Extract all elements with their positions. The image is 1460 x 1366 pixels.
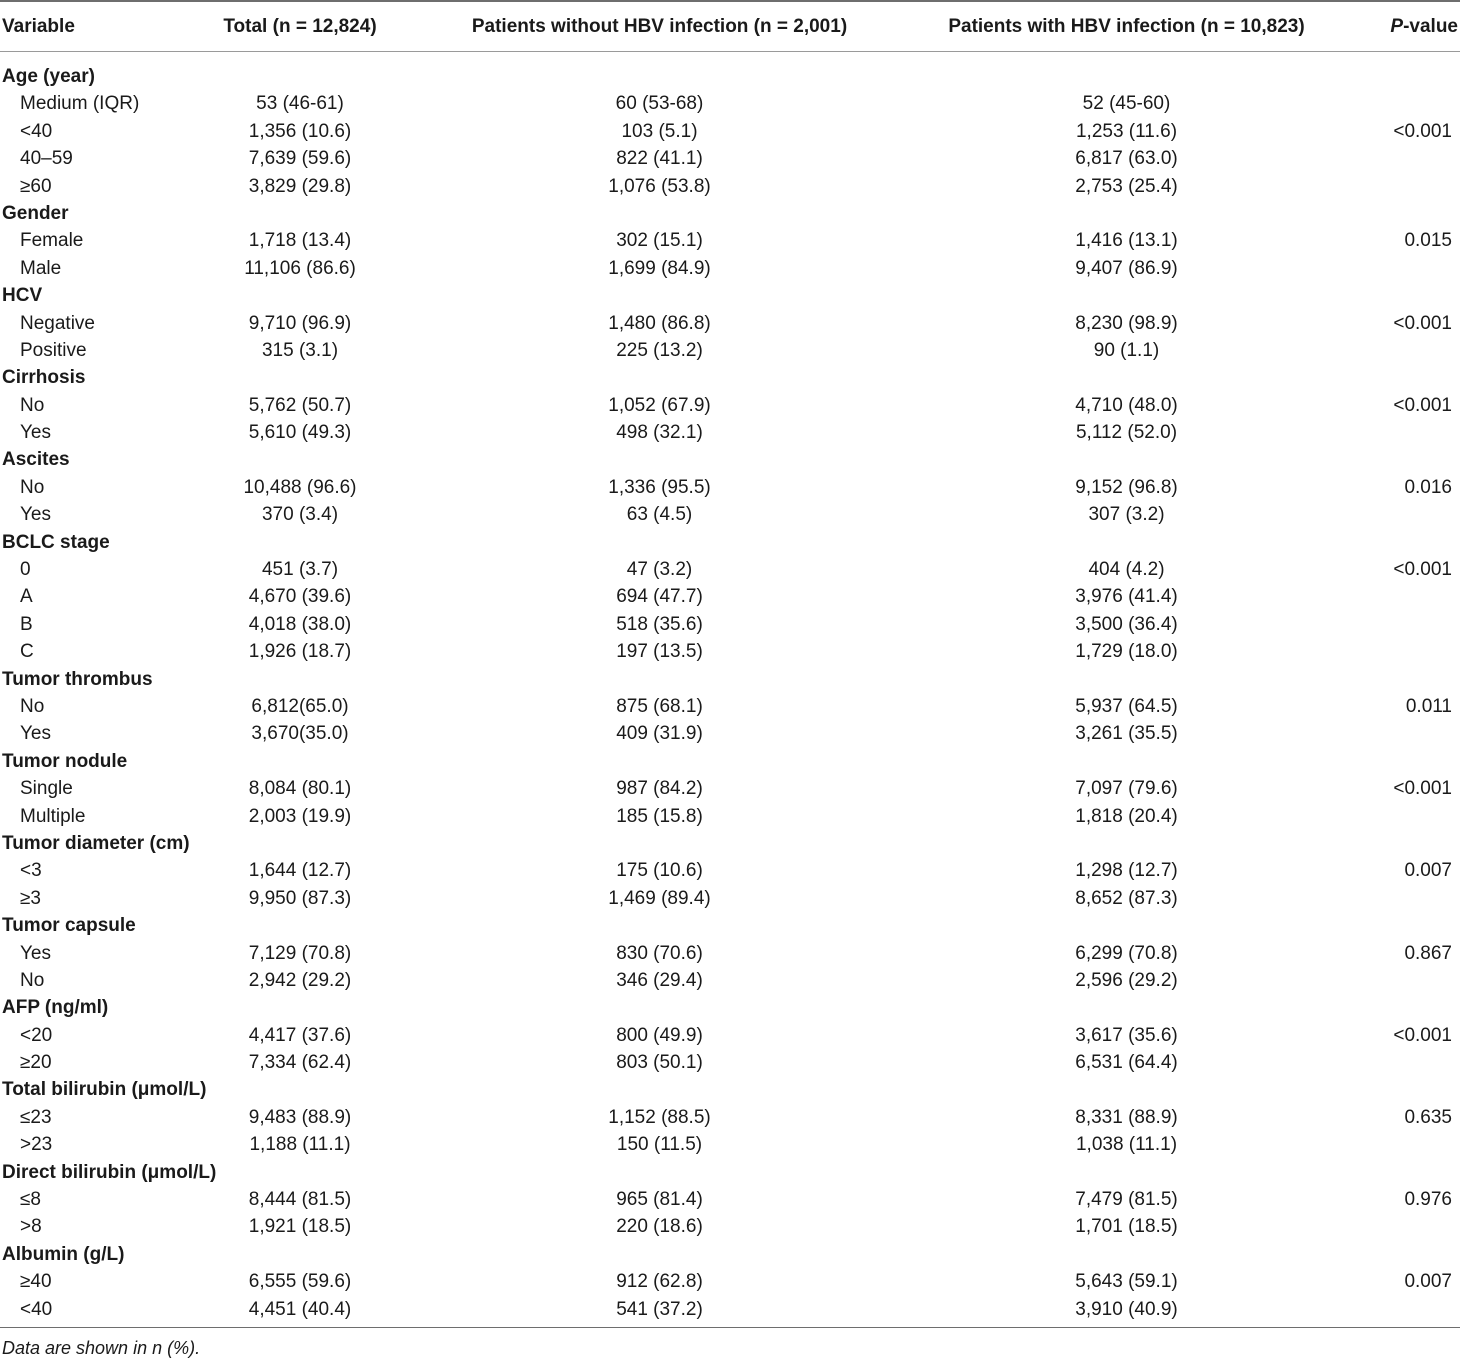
group-label: BCLC stage [2,531,110,553]
row-label: ≥3 [20,887,41,909]
group-row [0,63,1460,90]
row-label: Female [20,230,84,252]
table-row [0,556,1460,583]
header-p-value [1329,2,1460,51]
total-cell: 6,812(65.0) [251,695,349,717]
table-row [0,474,1460,501]
group-label: Tumor nodule [2,750,128,772]
table-row [0,857,1460,884]
row-label: Yes [20,942,51,964]
without-hbv-cell: 220 (18.6) [616,1216,703,1238]
with-hbv-cell: 5,937 (64.5) [1075,695,1178,717]
with-hbv-cell: 8,230 (98.9) [1075,312,1178,334]
total-cell: 1,921 (18.5) [248,1216,352,1238]
without-hbv-cell: 800 (49.9) [616,1024,703,1046]
group-row [0,666,1460,693]
p-value-cell: <0.001 [1393,312,1452,334]
with-hbv-cell: 1,038 (11.1) [1075,1134,1178,1156]
total-cell: 7,639 (59.6) [248,148,352,170]
total-cell: 3,670(35.0) [251,723,349,745]
with-hbv-cell: 1,729 (18.0) [1075,641,1178,663]
without-hbv-cell: 912 (62.8) [616,1271,703,1293]
group-row [0,1159,1460,1186]
row-label: <3 [20,860,42,882]
row-label: Medium (IQR) [20,93,140,115]
without-hbv-cell: 63 (4.5) [626,504,693,526]
without-hbv-cell: 103 (5.1) [621,120,698,142]
without-hbv-cell: 150 (11.5) [616,1134,703,1156]
table-row [0,501,1460,528]
table-row [0,90,1460,117]
table-row [0,1213,1460,1240]
total-cell: 9,483 (88.9) [248,1106,352,1128]
table-row [0,118,1460,145]
table-row [0,1022,1460,1049]
without-hbv-cell: 1,336 (95.5) [608,476,711,498]
row-label: <40 [20,1298,53,1320]
table-row [0,967,1460,994]
row-label: ≤8 [20,1189,41,1211]
row-label: Yes [20,504,51,526]
total-cell: 5,762 (50.7) [248,394,352,416]
row-label: >23 [20,1134,53,1156]
group-label: Tumor diameter (cm) [2,832,190,854]
without-hbv-cell: 694 (47.7) [616,586,703,608]
p-value-cell: 0.015 [1404,230,1452,252]
without-hbv-cell: 1,480 (86.8) [608,312,711,334]
without-hbv-cell: 225 (13.2) [616,339,703,361]
table-row [0,337,1460,364]
with-hbv-cell: 9,152 (96.8) [1075,476,1178,498]
group-row [0,830,1460,857]
table-row [0,255,1460,282]
row-label: B [20,613,33,635]
with-hbv-cell: 1,253 (11.6) [1075,120,1178,142]
without-hbv-cell: 830 (70.6) [616,942,703,964]
row-label: ≥60 [20,175,52,197]
with-hbv-cell: 8,652 (87.3) [1075,887,1178,909]
total-cell: 3,829 (29.8) [248,175,352,197]
group-label: Total bilirubin (μmol/L) [2,1079,207,1101]
group-label: HCV [2,285,43,307]
with-hbv-cell: 404 (4.2) [1088,559,1165,581]
total-cell: 6,555 (59.6) [248,1271,352,1293]
header-variable: Variable [2,16,75,37]
without-hbv-cell: 518 (35.6) [616,613,703,635]
with-hbv-cell: 9,407 (86.9) [1075,257,1178,279]
row-label: C [20,641,34,663]
without-hbv-cell: 175 (10.6) [616,860,703,882]
table-row [0,1131,1460,1158]
row-label: 40–59 [20,148,73,170]
table-header-row [0,2,1460,51]
total-cell: 4,417 (37.6) [248,1024,352,1046]
table-row [0,1296,1460,1323]
with-hbv-cell: 52 (45-60) [1082,93,1171,115]
total-cell: 1,356 (10.6) [248,120,352,142]
row-label: No [20,695,45,717]
row-label: Negative [20,312,95,334]
p-value-cell: <0.001 [1393,1024,1452,1046]
without-hbv-cell: 47 (3.2) [626,559,693,581]
table-footnote: Data are shown in n (%). [2,1337,201,1358]
total-cell: 370 (3.4) [261,504,339,526]
group-row [0,994,1460,1021]
row-label: Male [20,257,62,279]
total-cell: 451 (3.7) [261,559,339,581]
table-row [0,310,1460,337]
table-row [0,720,1460,747]
p-value-cell: <0.001 [1393,394,1452,416]
without-hbv-cell: 302 (15.1) [616,230,703,252]
table-row [0,1268,1460,1295]
with-hbv-cell: 6,299 (70.8) [1075,942,1178,964]
table-row [0,940,1460,967]
without-hbv-cell: 541 (37.2) [616,1298,703,1320]
without-hbv-cell: 965 (81.4) [616,1189,703,1211]
without-hbv-cell: 987 (84.2) [616,778,703,800]
header-with-hbv: Patients with HBV infection (n = 10,823) [948,16,1305,37]
group-label: Direct bilirubin (μmol/L) [2,1161,217,1183]
with-hbv-cell: 6,531 (64.4) [1075,1052,1178,1074]
without-hbv-cell: 1,052 (67.9) [608,394,711,416]
total-cell: 2,003 (19.9) [248,805,352,827]
without-hbv-cell: 1,076 (53.8) [608,175,711,197]
p-value-cell: <0.001 [1393,120,1452,142]
total-cell: 11,106 (86.6) [244,257,356,279]
table-row [0,638,1460,665]
without-hbv-cell: 197 (13.5) [616,641,703,663]
total-cell: 1,644 (12.7) [248,860,352,882]
p-value-cell: 0.007 [1404,1271,1452,1293]
group-label: AFP (ng/ml) [2,997,109,1019]
without-hbv-cell: 60 (53-68) [615,93,704,115]
group-row [0,912,1460,939]
without-hbv-cell: 875 (68.1) [616,695,703,717]
row-label: Multiple [20,805,86,827]
row-label: No [20,476,45,498]
total-cell: 7,129 (70.8) [248,942,352,964]
table-row [0,1186,1460,1213]
with-hbv-cell: 6,817 (63.0) [1075,148,1178,170]
group-label: Tumor thrombus [2,668,153,690]
with-hbv-cell: 7,479 (81.5) [1075,1189,1178,1211]
group-row [0,529,1460,556]
with-hbv-cell: 1,701 (18.5) [1075,1216,1178,1238]
with-hbv-cell: 1,416 (13.1) [1075,230,1178,252]
group-row [0,364,1460,391]
table-row [0,1049,1460,1076]
table-row [0,775,1460,802]
with-hbv-cell: 1,818 (20.4) [1075,805,1178,827]
total-cell: 10,488 (96.6) [243,476,357,498]
group-row [0,1241,1460,1268]
table-row [0,173,1460,200]
without-hbv-cell: 822 (41.1) [616,148,703,170]
header-p-italic: P [1390,16,1404,37]
with-hbv-cell: 3,617 (35.6) [1075,1024,1178,1046]
table-body [0,52,1460,1323]
total-cell: 315 (3.1) [261,339,339,361]
group-label: Cirrhosis [2,367,86,389]
total-cell: 1,926 (18.7) [248,641,352,663]
table-row [0,392,1460,419]
without-hbv-cell: 185 (15.8) [616,805,703,827]
table-row [0,583,1460,610]
row-label: No [20,969,45,991]
p-value-cell: <0.001 [1393,778,1452,800]
without-hbv-cell: 1,699 (84.9) [608,257,711,279]
row-label: ≥20 [20,1052,52,1074]
with-hbv-cell: 5,643 (59.1) [1075,1271,1178,1293]
group-label: Gender [2,202,69,224]
with-hbv-cell: 2,753 (25.4) [1075,175,1178,197]
table-bottom-rule [0,1327,1460,1328]
without-hbv-cell: 409 (31.9) [616,723,703,745]
total-cell: 4,018 (38.0) [248,613,352,635]
without-hbv-cell: 346 (29.4) [616,969,703,991]
with-hbv-cell: 7,097 (79.6) [1075,778,1178,800]
p-value-cell: 0.016 [1404,476,1452,498]
header-total: Total (n = 12,824) [223,16,377,37]
header-p-rest: -value [1403,16,1458,37]
table-row [0,419,1460,446]
group-row [0,1076,1460,1103]
with-hbv-cell: 5,112 (52.0) [1075,422,1178,444]
group-row [0,446,1460,473]
with-hbv-cell: 8,331 (88.9) [1075,1106,1178,1128]
table-row [0,145,1460,172]
group-row [0,200,1460,227]
row-label: <40 [20,120,53,142]
total-cell: 7,334 (62.4) [248,1052,352,1074]
with-hbv-cell: 90 (1.1) [1093,339,1160,361]
total-cell: 4,670 (39.6) [248,586,352,608]
p-value-cell: 0.007 [1404,860,1452,882]
with-hbv-cell: 3,500 (36.4) [1075,613,1178,635]
group-label: Albumin (g/L) [2,1243,125,1265]
total-cell: 9,950 (87.3) [248,887,352,909]
group-label: Ascites [2,449,70,471]
total-cell: 2,942 (29.2) [248,969,352,991]
header-without-hbv: Patients without HBV infection (n = 2,001) [471,16,848,37]
without-hbv-cell: 1,469 (89.4) [608,887,711,909]
group-label: Tumor capsule [2,915,136,937]
table-row [0,803,1460,830]
row-label: 0 [20,559,31,581]
with-hbv-cell: 3,261 (35.5) [1075,723,1178,745]
total-cell: 53 (46-61) [256,93,344,115]
table-row [0,693,1460,720]
total-cell: 1,718 (13.4) [248,230,352,252]
row-label: ≤23 [20,1106,52,1128]
total-cell: 8,444 (81.5) [248,1189,352,1211]
table-row [0,885,1460,912]
row-label: A [20,586,33,608]
group-label: Age (year) [2,66,95,87]
p-value-cell: <0.001 [1393,559,1452,581]
total-cell: 4,451 (40.4) [248,1298,352,1320]
without-hbv-cell: 803 (50.1) [616,1052,703,1074]
row-label: Yes [20,422,51,444]
total-cell: 8,084 (80.1) [248,778,352,800]
p-value-cell: 0.976 [1404,1189,1452,1211]
row-label: Single [20,778,73,800]
with-hbv-cell: 3,910 (40.9) [1075,1298,1178,1320]
table-row [0,1104,1460,1131]
with-hbv-cell: 1,298 (12.7) [1075,860,1178,882]
p-value-cell: 0.011 [1405,695,1452,717]
table-row [0,611,1460,638]
group-row [0,748,1460,775]
with-hbv-cell: 4,710 (48.0) [1075,394,1178,416]
row-label: Positive [20,339,87,361]
row-label: <20 [20,1024,53,1046]
with-hbv-cell: 3,976 (41.4) [1075,586,1178,608]
row-label: Yes [20,723,51,745]
group-row [0,282,1460,309]
total-cell: 5,610 (49.3) [248,422,352,444]
row-label: No [20,394,45,416]
table-row [0,227,1460,254]
without-hbv-cell: 498 (32.1) [616,422,703,444]
total-cell: 1,188 (11.1) [249,1134,351,1156]
p-value-cell: 0.635 [1404,1106,1452,1128]
p-value-cell: 0.867 [1404,942,1452,964]
with-hbv-cell: 307 (3.2) [1088,504,1165,526]
without-hbv-cell: 1,152 (88.5) [608,1106,711,1128]
row-label: ≥40 [20,1271,52,1293]
with-hbv-cell: 2,596 (29.2) [1075,969,1178,991]
total-cell: 9,710 (96.9) [248,312,352,334]
row-label: >8 [20,1216,42,1238]
